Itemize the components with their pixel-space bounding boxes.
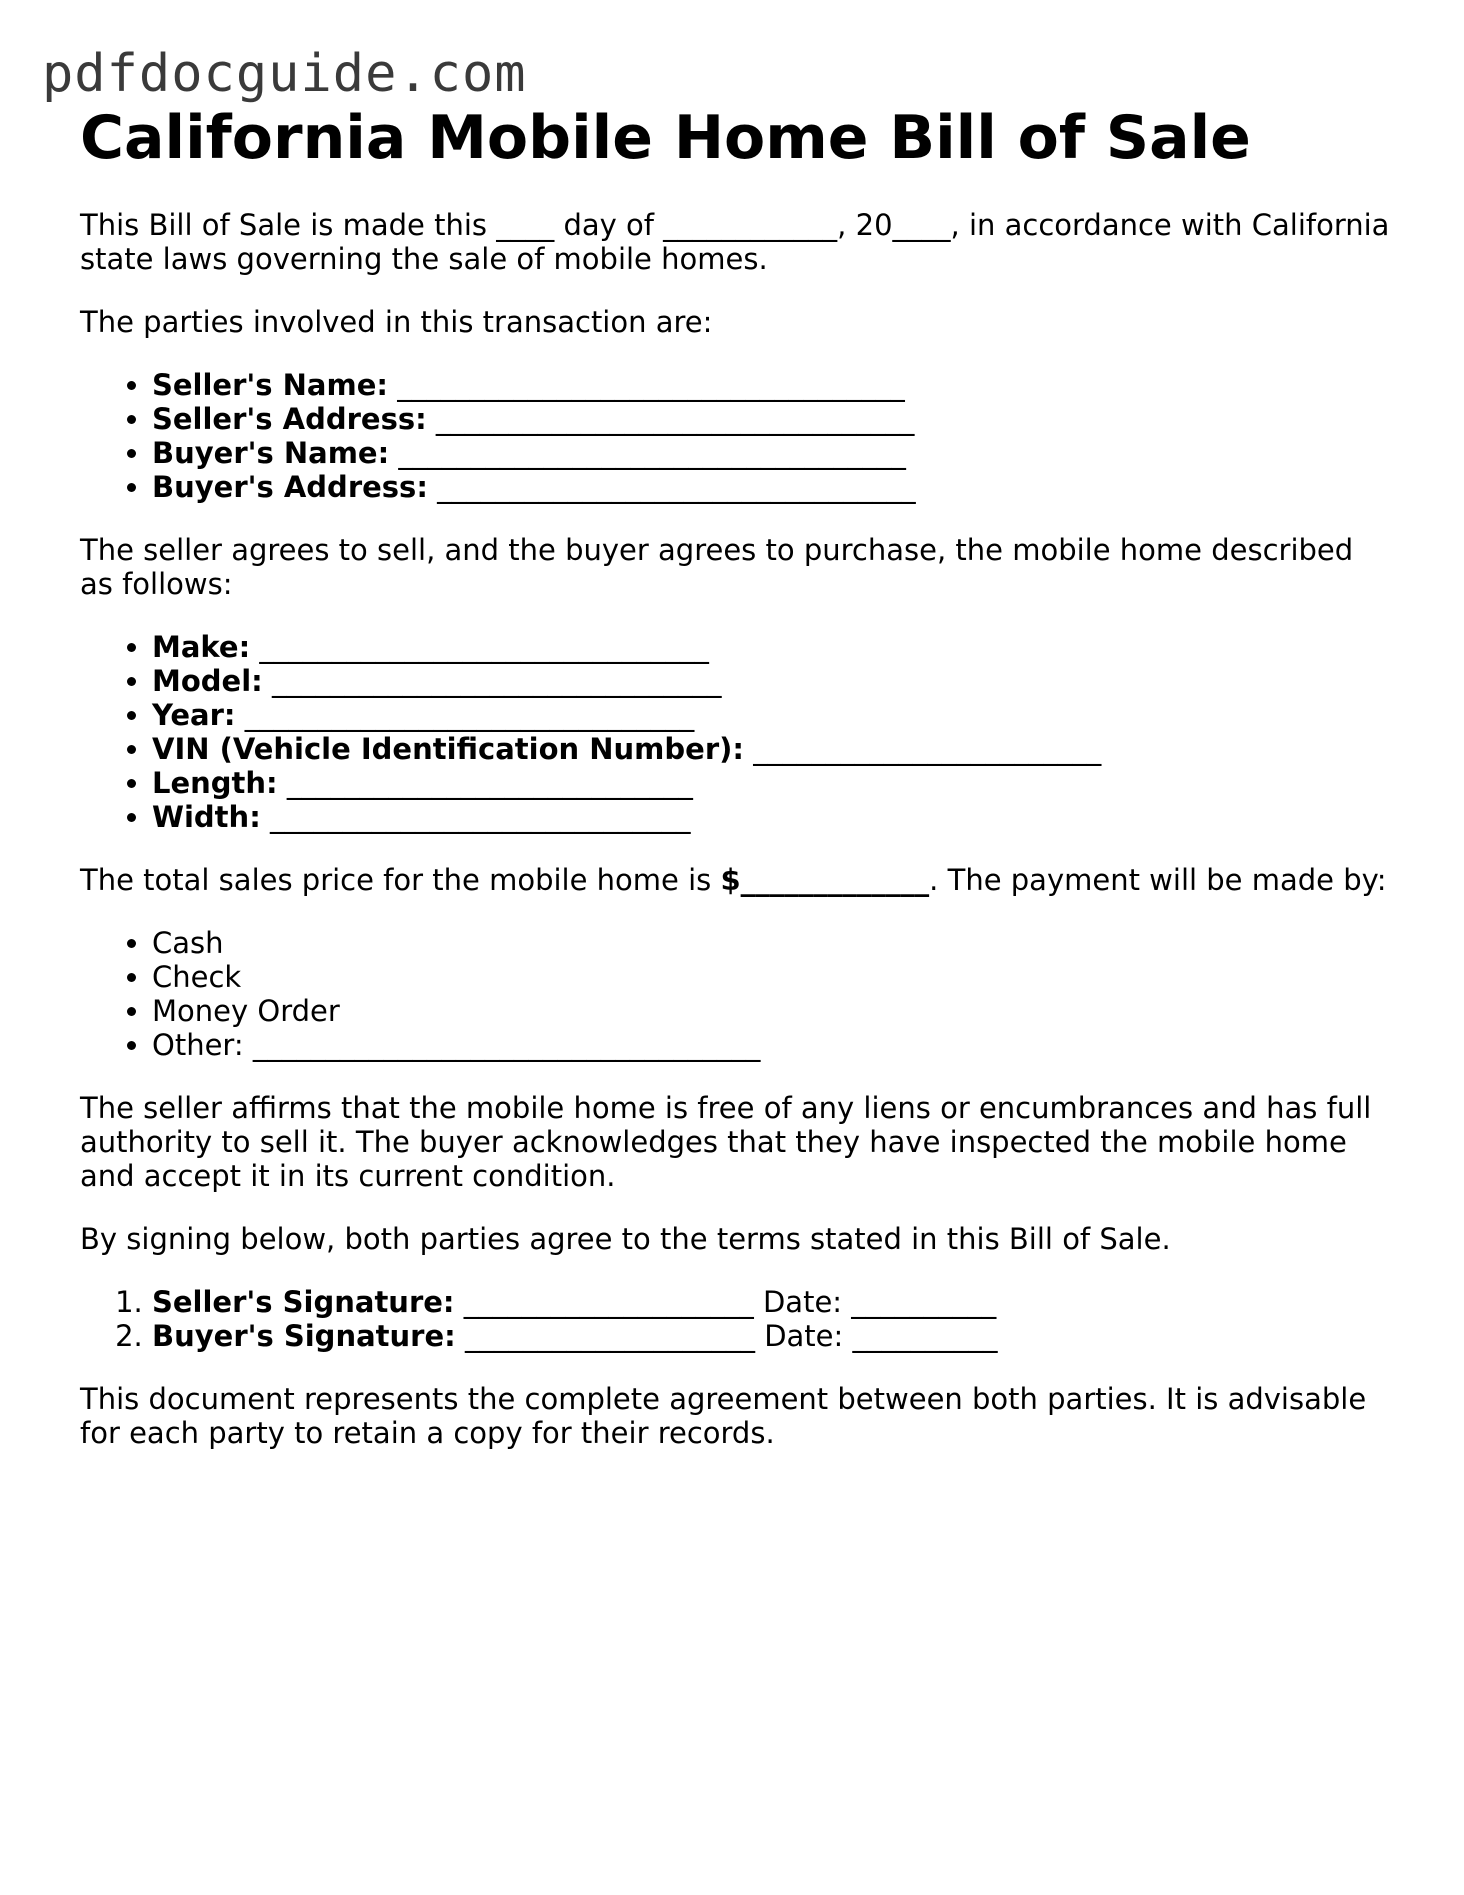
field-label: Seller's Signature: bbox=[152, 1285, 455, 1319]
affirmation-paragraph: The seller affirms that the mobile home is free of any liens or encumbrances and has full authority to sell it. The buyer acknowledges that they have inspected the mobile home and accept it in its current condition. bbox=[80, 1091, 1372, 1193]
payment-method-cash: • Cash bbox=[152, 926, 1390, 960]
field-label: Length: bbox=[152, 766, 278, 800]
signatures-list bbox=[80, 1285, 1390, 1353]
parties-intro: The parties involved in this transaction are: bbox=[80, 305, 713, 339]
price-paragraph bbox=[80, 863, 1390, 897]
closing-paragraph: This document represents the complete agreement between both parties. It is advisable for each party to retain a copy for their records. bbox=[80, 1382, 1367, 1450]
list-item-year bbox=[152, 698, 1390, 732]
blank-line: _____________________________ bbox=[270, 800, 691, 834]
signing-intro: By signing below, both parties agree to the terms stated in this Bill of Sale. bbox=[80, 1222, 1171, 1256]
blank-line: ________________________ bbox=[753, 732, 1102, 766]
intro-paragraph: This Bill of Sale is made this ____ day of ____________, 20____, in accordance with California state laws governing the sale of mobile homes. bbox=[80, 208, 1390, 276]
field-label: VIN (Vehicle Identification Number): bbox=[152, 732, 744, 766]
list-item-seller-signature bbox=[152, 1285, 1390, 1319]
field-label: Make: bbox=[152, 630, 251, 664]
payment-method-other: • Other: ___________________________________ bbox=[152, 1028, 1390, 1062]
blank-line: ___________________________________ bbox=[397, 368, 905, 402]
blank-line: _______________________________ bbox=[271, 664, 722, 698]
list-item-seller-name bbox=[152, 368, 1390, 402]
price-text-before: The total sales price for the mobile home is bbox=[80, 863, 721, 897]
blank-line: ____________________ bbox=[464, 1319, 755, 1353]
blank-line: _______________________________ bbox=[259, 630, 709, 664]
field-label: Buyer's Name: bbox=[152, 436, 390, 470]
payment-method-money-order: • Money Order bbox=[152, 994, 1390, 1028]
blank-line: _________________________________ bbox=[435, 402, 915, 436]
field-label: Width: bbox=[152, 800, 261, 834]
field-label: Model: bbox=[152, 664, 263, 698]
price-amount: $_____________ bbox=[720, 863, 930, 897]
field-label: Seller's Name: bbox=[152, 368, 388, 402]
price-text-after: . The payment will be made by: bbox=[929, 863, 1387, 897]
list-item-vin bbox=[152, 732, 1390, 766]
list-item-buyer-address bbox=[152, 470, 1390, 504]
parties-list bbox=[80, 368, 1390, 504]
list-item-length bbox=[152, 766, 1390, 800]
blank-line: _________________________________ bbox=[437, 470, 916, 504]
details-list bbox=[80, 630, 1390, 834]
blank-line: ___________________________________ bbox=[398, 436, 906, 470]
list-item-model bbox=[152, 664, 1390, 698]
field-label: Year: bbox=[152, 698, 236, 732]
list-item-make bbox=[152, 630, 1390, 664]
date-field: Date: __________ bbox=[764, 1319, 998, 1353]
field-label: Buyer's Address: bbox=[152, 470, 428, 504]
payment-method-check: • Check bbox=[152, 960, 1390, 994]
payment-methods-list bbox=[80, 926, 1390, 1062]
field-label: Buyer's Signature: bbox=[152, 1319, 456, 1353]
field-label: Seller's Address: bbox=[152, 402, 427, 436]
document-body bbox=[80, 102, 1390, 1450]
blank-line: ____________________ bbox=[463, 1285, 754, 1319]
list-item-seller-address bbox=[152, 402, 1390, 436]
list-item-buyer-signature bbox=[152, 1319, 1390, 1353]
site-watermark: pdfdocguide.com bbox=[42, 44, 527, 104]
list-item-width bbox=[152, 800, 1390, 834]
blank-line: ____________________________ bbox=[286, 766, 693, 800]
description-intro: The seller agrees to sell, and the buyer agrees to purchase, the mobile home described as follows: bbox=[80, 533, 1354, 601]
date-field: Date: __________ bbox=[762, 1285, 997, 1319]
list-item-buyer-name bbox=[152, 436, 1390, 470]
blank-line: _______________________________ bbox=[244, 698, 695, 732]
page-title: California Mobile Home Bill of Sale bbox=[80, 103, 1251, 173]
